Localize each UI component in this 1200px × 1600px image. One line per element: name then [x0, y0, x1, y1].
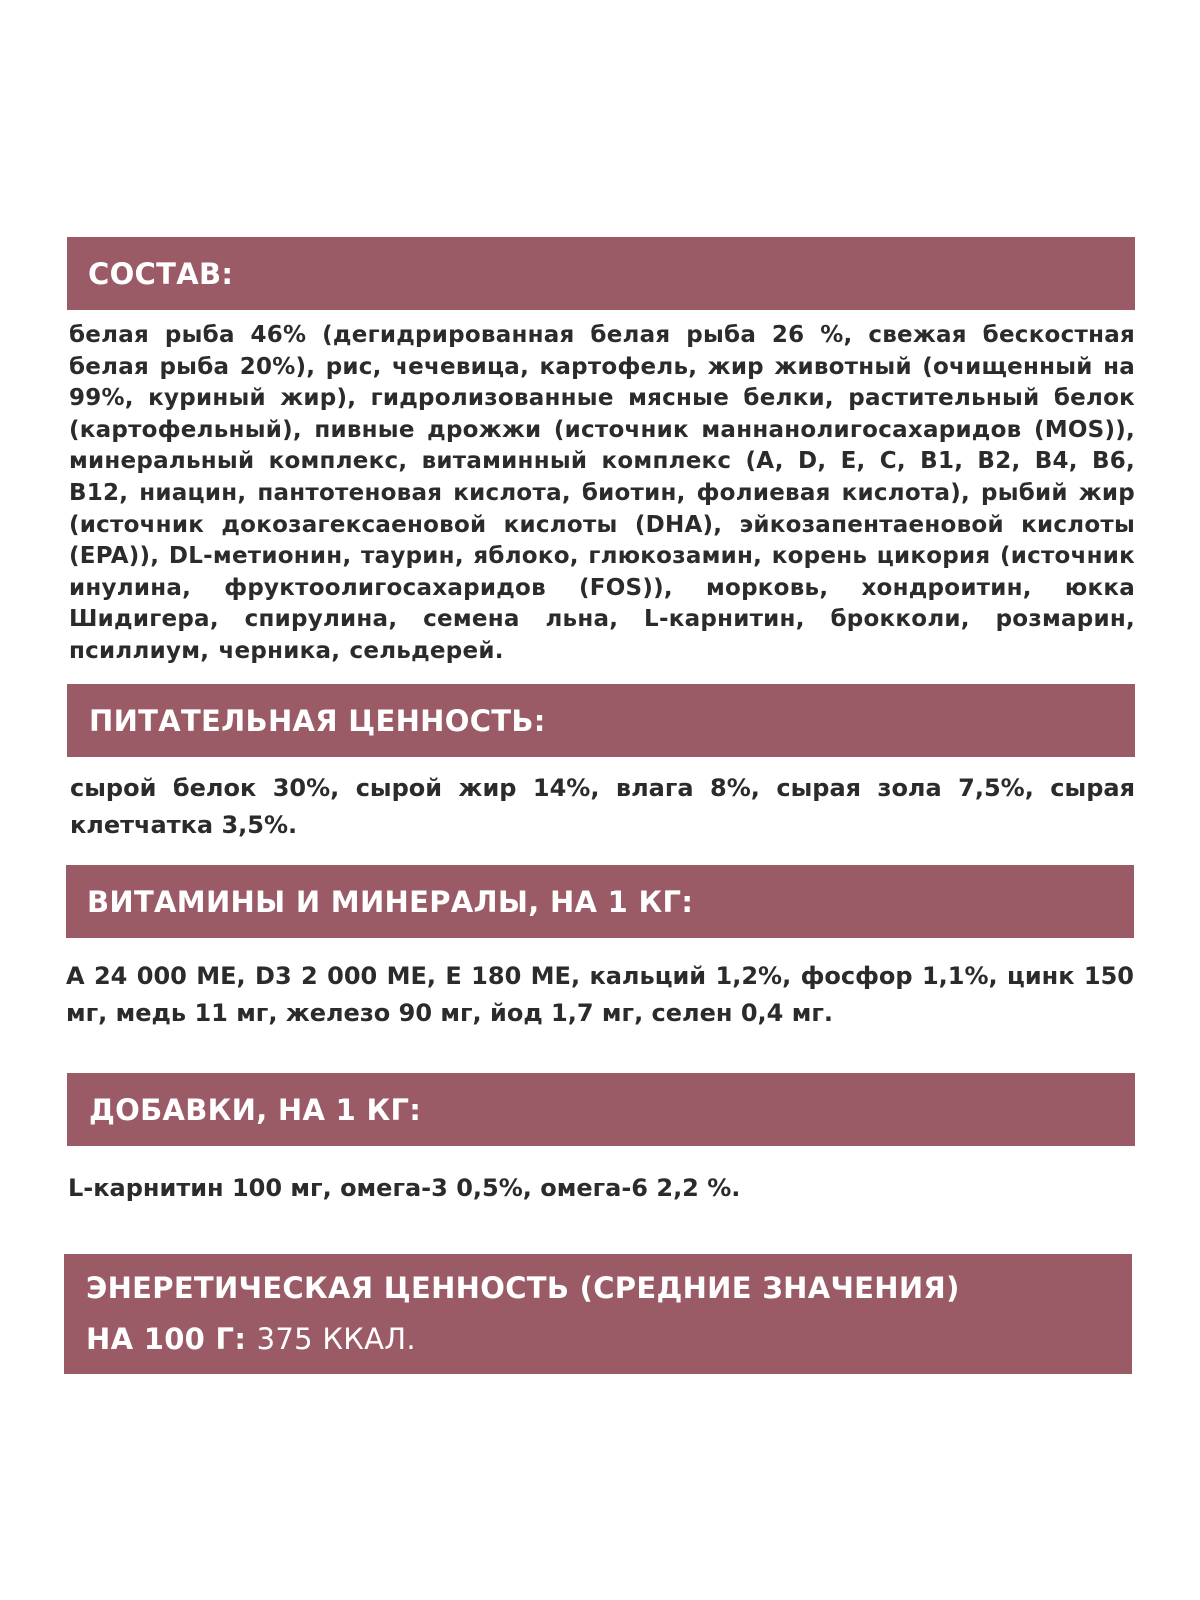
- composition-header: [67, 237, 1135, 310]
- vitamins-header: [66, 865, 1134, 938]
- additives-header: [67, 1073, 1135, 1146]
- composition-text: белая рыба 46% (дегидрированная белая рыба 26 %, свежая бескостная белая рыба 20%), рис, чечевица, картофель, жир животный (очищенный на 99%, куриный жир), гидролизованные мясные белки, растительный белок (картофельный), пивные дрожжи (источник маннанолигосахаридов (MOS)), минеральный комплекс, витаминный комплекс (A, D, E, C, B1, B2, B4, B6, B12, ниацин, пантотеновая кислота, биотин, фолиевая кислота), рыбий жир (источник докозагексаеновой кислоты (DHA), эйкозапентаеновой кислоты (EPA)), DL-метионин, таурин, яблоко, глюкозамин, корень цикория (источник инулина, фруктоолигосахаридов (FOS)), морковь, хондроитин, юкка Шидигера, спирулина, семена льна, L-карнитин, брокколи, розмарин, псиллиум, черника, сельдерей.: [69, 322, 1135, 664]
- nutrition-header: [67, 684, 1135, 757]
- energy-value: 375 ККАЛ.: [256, 1322, 416, 1356]
- energy-line: [86, 1322, 1132, 1356]
- nutrition-title: ПИТАТЕЛЬНАЯ ЦЕННОСТЬ:: [89, 704, 546, 738]
- energy-panel: [64, 1254, 1132, 1374]
- energy-title: ЭНЕРЕТИЧЕСКАЯ ЦЕННОСТЬ (СРЕДНИЕ ЗНАЧЕНИЯ): [86, 1271, 960, 1305]
- vitamins-title: ВИТАМИНЫ И МИНЕРАЛЫ, НА 1 КГ:: [87, 885, 694, 919]
- composition-title: СОСТАВ:: [88, 257, 234, 291]
- nutrition-text: сырой белок 30%, сырой жир 14%, влага 8%, сырая зола 7,5%, сырая клетчатка 3,5%.: [70, 774, 1135, 839]
- additives-title: ДОБАВКИ, НА 1 КГ:: [89, 1093, 422, 1127]
- additives-text: L-карнитин 100 мг, омега-3 0,5%, омега-6 2,2 %.: [68, 1174, 741, 1202]
- energy-per-label: НА 100 Г:: [86, 1322, 247, 1356]
- vitamins-text: А 24 000 МЕ, D3 2 000 МЕ, Е 180 МЕ, кальций 1,2%, фосфор 1,1%, цинк 150 мг, медь 11 мг, железо 90 мг, йод 1,7 мг, селен 0,4 мг.: [66, 962, 1134, 1027]
